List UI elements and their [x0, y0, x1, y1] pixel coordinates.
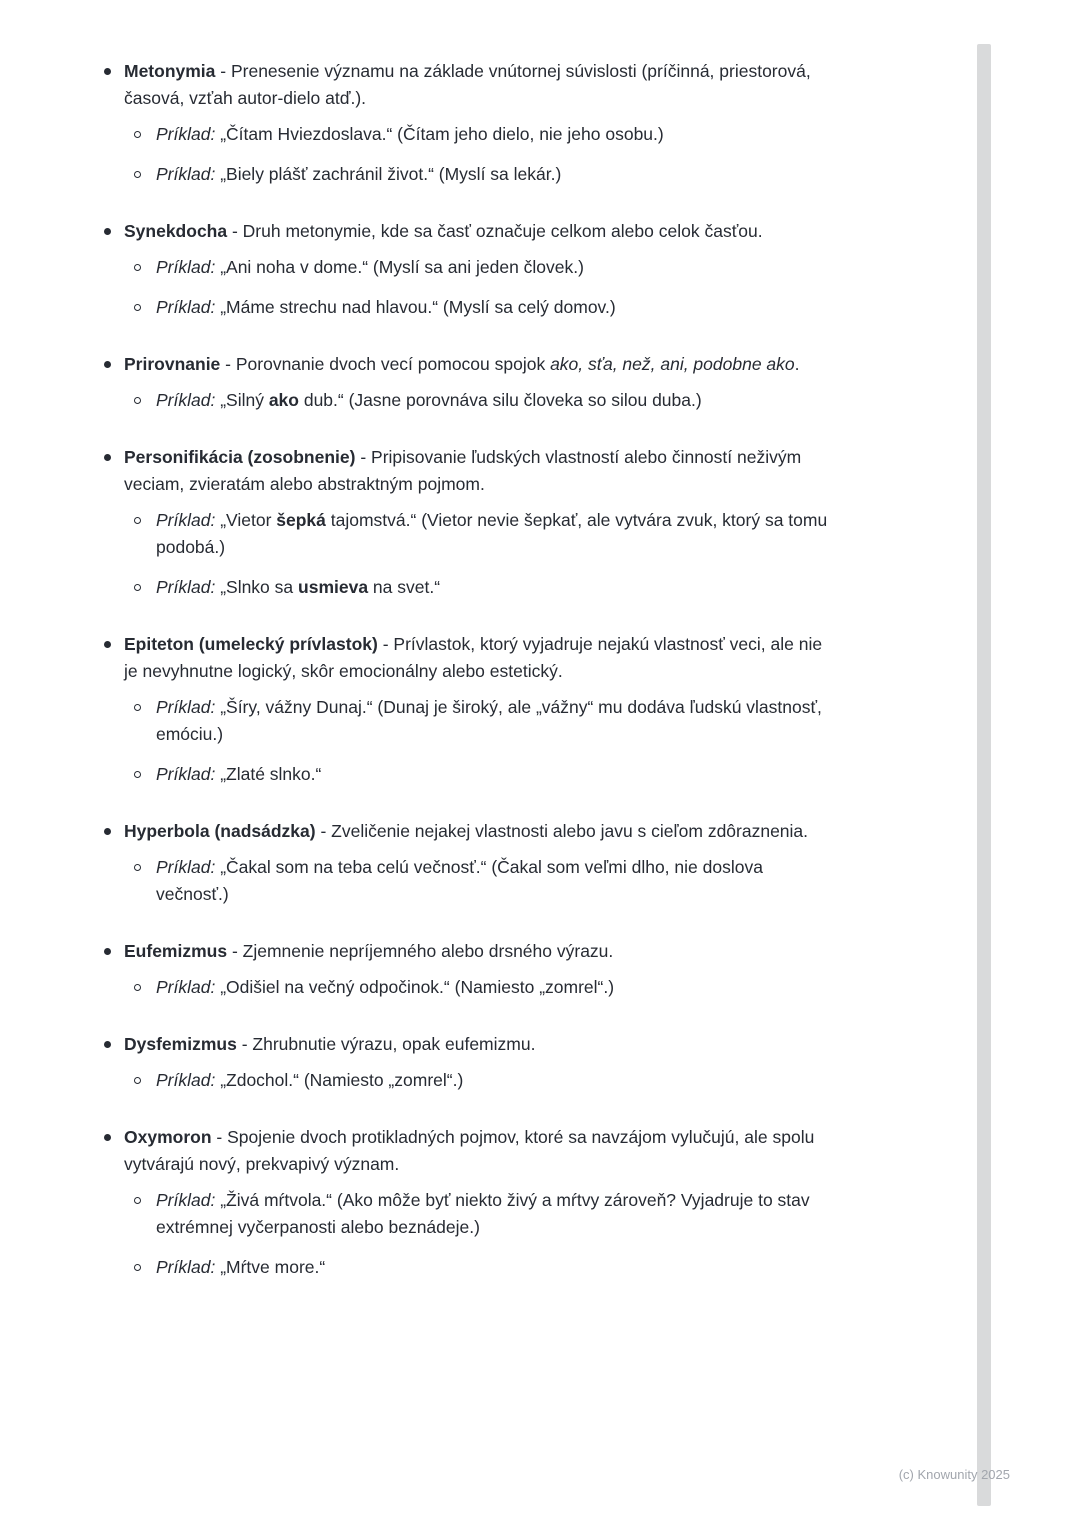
example-label: Príklad:: [156, 977, 216, 997]
circle-bullet-icon: [133, 974, 156, 1001]
example-label: Príklad:: [156, 577, 216, 597]
example-line: [156, 761, 835, 788]
text-segment: Pripisovanie ľudských vlastností alebo činností neživým veciam, zvieratám alebo abstraktným pojmom.: [124, 447, 802, 494]
term-definition: - Prenesenie významu na základe vnútornej súvislosti (príčinná, priestorová, časová, vzťah autor-dielo atď.).: [124, 61, 811, 108]
example-item: [103, 854, 835, 908]
term-row: [103, 444, 835, 498]
text-segment: šepká: [276, 510, 326, 530]
example-label: Príklad:: [156, 257, 216, 277]
example-line: [156, 974, 835, 1001]
example-text: [156, 1190, 810, 1237]
example-line: [156, 1067, 835, 1094]
text-segment: „Biely plášť zachránil život.“ (Myslí sa lekár.): [215, 164, 562, 184]
term-row: [103, 58, 835, 112]
examples: [103, 507, 835, 601]
circle-bullet-icon: [133, 574, 156, 601]
example-label: Príklad:: [156, 1257, 216, 1277]
text-segment: „Ani noha v dome.“ (Myslí sa ani jeden človek.): [215, 257, 584, 277]
disc-bullet-icon: [103, 444, 124, 498]
list-item: [103, 351, 835, 414]
document-content: [103, 58, 835, 1281]
term-row: [103, 351, 835, 378]
example-line: [156, 574, 835, 601]
text-segment: „Slnko sa: [215, 577, 299, 597]
term-definition: - Prívlastok, ktorý vyjadruje nejakú vlastnosť veci, ale nie je nevyhnutne logický, skôr emocionálny alebo estetický.: [124, 634, 823, 681]
text-segment: Prenesenie významu na základe vnútornej súvislosti (príčinná, priestorová, časová, vzťah autor-dielo atď.).: [124, 61, 811, 108]
example-label: Príklad:: [156, 764, 216, 784]
example-line: [156, 854, 835, 908]
scrollbar[interactable]: [977, 44, 991, 1506]
disc-bullet-icon: [103, 58, 124, 112]
example-item: [103, 507, 835, 561]
term-name: Metonymia: [124, 61, 216, 81]
disc-bullet-icon: [103, 938, 124, 965]
term-row: [103, 1031, 835, 1058]
example-label: Príklad:: [156, 1070, 216, 1090]
list-item: [103, 218, 835, 321]
term-name: Personifikácia (zosobnenie): [124, 447, 356, 467]
term-definition: - Porovnanie dvoch vecí pomocou spojok ako, sťa, než, ani, podobne ako.: [220, 354, 800, 374]
term-name: Synekdocha: [124, 221, 228, 241]
example-text: [215, 1257, 325, 1277]
term-line: [124, 1031, 835, 1058]
disc-bullet-icon: [103, 218, 124, 245]
term-line: [124, 938, 835, 965]
text-segment: „Čítam Hviezdoslava.“ (Čítam jeho dielo, nie jeho osobu.): [215, 124, 664, 144]
term-name: Oxymoron: [124, 1127, 212, 1147]
example-line: [156, 121, 835, 148]
text-segment: „Mŕtve more.“: [215, 1257, 326, 1277]
disc-bullet-icon: [103, 818, 124, 845]
term-line: [124, 351, 835, 378]
examples: [103, 1187, 835, 1281]
example-label: Príklad:: [156, 1190, 216, 1210]
example-text: [156, 510, 827, 557]
example-item: [103, 121, 835, 148]
term-definition: - Spojenie dvoch protikladných pojmov, ktoré sa navzájom vylučujú, ale spolu vytvárajú nový, prekvapivý význam.: [124, 1127, 815, 1174]
example-item: [103, 1254, 835, 1281]
list-item: [103, 631, 835, 788]
example-line: [156, 694, 835, 748]
term-row: [103, 938, 835, 965]
list-item: [103, 444, 835, 601]
disc-bullet-icon: [103, 1031, 124, 1058]
example-item: [103, 974, 835, 1001]
example-label: Príklad:: [156, 857, 216, 877]
term-row: [103, 218, 835, 245]
text-segment: dub.“ (Jasne porovnáva silu človeka so silou duba.): [298, 390, 702, 410]
disc-bullet-icon: [103, 351, 124, 378]
example-text: [215, 977, 614, 997]
example-text: [215, 1070, 463, 1090]
term-line: [124, 1124, 835, 1178]
text-segment: usmieva: [298, 577, 369, 597]
copyright-watermark: (c) Knowunity 2025: [898, 1467, 1010, 1482]
text-segment: „Máme strechu nad hlavou.“ (Myslí sa celý domov.): [215, 297, 616, 317]
example-label: Príklad:: [156, 297, 216, 317]
circle-bullet-icon: [133, 254, 156, 281]
example-text: [215, 297, 615, 317]
example-line: [156, 1187, 835, 1241]
text-segment: „Zdochol.“ (Namiesto „zomrel“.): [215, 1070, 464, 1090]
examples: [103, 694, 835, 788]
term-line: [124, 444, 835, 498]
text-segment: .: [794, 354, 800, 374]
examples: [103, 854, 835, 908]
text-segment: „Šíry, vážny Dunaj.“ (Dunaj je široký, ale „vážny“ mu dodáva ľudskú vlastnosť, emóciu.): [156, 697, 822, 744]
disc-bullet-icon: [103, 631, 124, 685]
text-segment: „Odišiel na večný odpočinok.“ (Namiesto „zomrel“.): [215, 977, 615, 997]
term-name: Prirovnanie: [124, 354, 221, 374]
text-segment: Porovnanie dvoch vecí pomocou spojok: [235, 354, 551, 374]
term-definition: - Druh metonymie, kde sa časť označuje celkom alebo celok časťou.: [227, 221, 763, 241]
text-segment: „Živá mŕtvola.“ (Ako môže byť niekto živý a mŕtvy zároveň? Vyjadruje to stav extrémnej vyčerpanosti alebo beznádeje.): [156, 1190, 810, 1237]
example-text: [215, 124, 663, 144]
list-item: [103, 818, 835, 908]
text-segment: Zhrubnutie výrazu, opak eufemizmu.: [252, 1034, 536, 1054]
examples: [103, 387, 835, 414]
example-label: Príklad:: [156, 164, 216, 184]
example-label: Príklad:: [156, 124, 216, 144]
term-definition: - Zjemnenie nepríjemného alebo drsného výrazu.: [227, 941, 614, 961]
term-definition: - Zhrubnutie výrazu, opak eufemizmu.: [236, 1034, 536, 1054]
circle-bullet-icon: [133, 161, 156, 188]
example-item: [103, 1067, 835, 1094]
term-name: Hyperbola (nadsádzka): [124, 821, 316, 841]
circle-bullet-icon: [133, 1187, 156, 1241]
circle-bullet-icon: [133, 294, 156, 321]
term-line: [124, 58, 835, 112]
term-definition: - Zveličenie nejakej vlastnosti alebo javu s cieľom zdôraznenia.: [315, 821, 809, 841]
example-item: [103, 254, 835, 281]
circle-bullet-icon: [133, 761, 156, 788]
examples: [103, 974, 835, 1001]
examples: [103, 1067, 835, 1094]
term-name: Epiteton (umelecký prívlastok): [124, 634, 378, 654]
example-text: [156, 857, 763, 904]
term-row: [103, 818, 835, 845]
text-segment: Zjemnenie nepríjemného alebo drsného výrazu.: [242, 941, 614, 961]
circle-bullet-icon: [133, 1254, 156, 1281]
example-text: [215, 764, 321, 784]
examples: [103, 121, 835, 188]
example-line: [156, 387, 835, 414]
text-segment: na svet.“: [368, 577, 441, 597]
example-text: [215, 257, 584, 277]
text-segment: „Zlaté slnko.“: [215, 764, 322, 784]
term-row: [103, 631, 835, 685]
disc-bullet-icon: [103, 1124, 124, 1178]
text-segment: Druh metonymie, kde sa časť označuje celkom alebo celok časťou.: [242, 221, 763, 241]
terms-list: [103, 58, 835, 1281]
list-item: [103, 58, 835, 188]
example-line: [156, 254, 835, 281]
circle-bullet-icon: [133, 387, 156, 414]
example-label: Príklad:: [156, 510, 216, 530]
example-line: [156, 294, 835, 321]
term-definition: - Pripisovanie ľudských vlastností alebo činností neživým veciam, zvieratám alebo abstraktným pojmom.: [124, 447, 802, 494]
term-line: [124, 631, 835, 685]
term-row: [103, 1124, 835, 1178]
term-name: Dysfemizmus: [124, 1034, 237, 1054]
example-line: [156, 1254, 835, 1281]
text-segment: tajomstvá.“ (Vietor nevie šepkať, ale vytvára zvuk, ktorý sa tomu podobá.): [156, 510, 828, 557]
example-text: [215, 390, 701, 410]
text-segment: Zveličenie nejakej vlastnosti alebo javu s cieľom zdôraznenia.: [331, 821, 809, 841]
example-text: [156, 697, 822, 744]
example-label: Príklad:: [156, 697, 216, 717]
example-line: [156, 161, 835, 188]
example-item: [103, 694, 835, 748]
example-line: [156, 507, 835, 561]
example-item: [103, 294, 835, 321]
text-segment: Spojenie dvoch protikladných pojmov, ktoré sa navzájom vylučujú, ale spolu vytvárajú nový, prekvapivý význam.: [124, 1127, 815, 1174]
text-segment: Prívlastok, ktorý vyjadruje nejakú vlastnosť veci, ale nie je nevyhnutne logický, skôr emocionálny alebo estetický.: [124, 634, 823, 681]
list-item: [103, 1124, 835, 1281]
circle-bullet-icon: [133, 1067, 156, 1094]
circle-bullet-icon: [133, 854, 156, 908]
example-item: [103, 574, 835, 601]
list-item: [103, 938, 835, 1001]
term-line: [124, 818, 835, 845]
example-text: [215, 577, 440, 597]
text-segment: ako, sťa, než, ani, podobne ako: [550, 354, 795, 374]
examples: [103, 254, 835, 321]
text-segment: ako: [268, 390, 299, 410]
text-segment: „Vietor: [215, 510, 277, 530]
list-item: [103, 1031, 835, 1094]
text-segment: „Čakal som na teba celú večnosť.“ (Čakal som veľmi dlho, nie doslova večnosť.): [156, 857, 763, 904]
text-segment: „Silný: [215, 390, 269, 410]
example-item: [103, 161, 835, 188]
circle-bullet-icon: [133, 694, 156, 748]
term-name: Eufemizmus: [124, 941, 228, 961]
example-item: [103, 1187, 835, 1241]
example-text: [215, 164, 561, 184]
example-label: Príklad:: [156, 390, 216, 410]
term-line: [124, 218, 835, 245]
circle-bullet-icon: [133, 121, 156, 148]
example-item: [103, 761, 835, 788]
example-item: [103, 387, 835, 414]
circle-bullet-icon: [133, 507, 156, 561]
